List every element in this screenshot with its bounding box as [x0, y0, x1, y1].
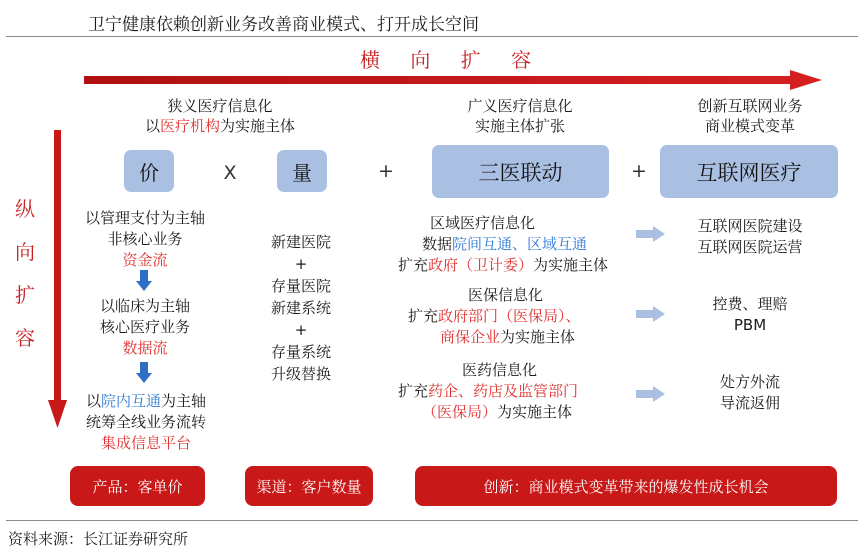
down-arrow-icon [136, 362, 152, 384]
stage3-line2: 统筹全线业务流转 [85, 413, 206, 431]
channel-pill: 渠道：客户数量 [245, 466, 373, 506]
stage2-line2: 核心医疗业务 [99, 318, 190, 336]
narrow-prefix: 以 [144, 117, 160, 135]
narrow-suffix: 为实施主体 [220, 117, 296, 135]
stage1-line1: 以管理支付为主轴 [84, 209, 205, 227]
product-pill: 产品：客单价 [70, 466, 205, 506]
internet-medical-box: 互联网医疗 [660, 145, 838, 198]
commercial-insurer-highlight: 商保企业 [440, 328, 501, 346]
pharma-title: 医药信息化 [462, 361, 538, 379]
right-arrow-icon [636, 226, 666, 242]
price-stage-2 [70, 296, 220, 359]
three-medical-linkage-box: 三医联动 [432, 145, 609, 198]
pharma-l2-prefix: 扩充 [398, 382, 429, 400]
volume-item: 存量系统 [270, 343, 331, 361]
internet-result-1 [680, 216, 820, 258]
vertical-label-char: 向 [15, 240, 35, 264]
integration-platform-tag: 集成信息平台 [100, 434, 191, 452]
narrow-informatization-header [120, 96, 320, 136]
vertical-expansion-label [10, 188, 40, 360]
medical-institution-highlight: 医疗机构 [159, 117, 220, 135]
pharma-line3 [398, 402, 648, 423]
insurance-l3-suffix: 为实施主体 [500, 328, 576, 346]
regional-line3 [398, 255, 648, 276]
volume-plus: + [294, 321, 308, 339]
broad-informatization-header [430, 96, 610, 136]
insurance-block [408, 285, 648, 348]
pharma-l3-suffix: 为实施主体 [497, 403, 573, 421]
horizontal-expansion-label: 横 向 扩 容 [360, 48, 544, 72]
vertical-label-char: 纵 [15, 197, 35, 221]
innovation-header [662, 96, 838, 136]
volume-plus: + [294, 255, 308, 273]
result-line: 处方外流 [719, 373, 780, 391]
price-stage-3 [66, 391, 226, 454]
innovation-pill: 创新：商业模式变革带来的爆发性成长机会 [415, 466, 837, 506]
plus-operator: + [378, 160, 394, 182]
innovation-header-line1: 创新互联网业务 [697, 97, 803, 115]
innovation-header-line2: 商业模式变革 [704, 117, 795, 135]
plus-operator-2: + [631, 160, 647, 182]
insurance-title: 医保信息化 [468, 286, 544, 304]
volume-item: 新建系统 [270, 299, 331, 317]
regional-l3-prefix: 扩充 [398, 256, 429, 274]
capital-flow-tag: 资金流 [122, 251, 168, 269]
result-line: PBM [733, 316, 767, 334]
volume-item: 新建医院 [270, 233, 331, 251]
data-flow-tag: 数据流 [122, 339, 168, 357]
insurance-l2-prefix: 扩充 [408, 307, 439, 325]
broad-header-line2: 实施主体扩张 [474, 117, 565, 135]
internet-result-3 [680, 372, 820, 414]
right-arrow-icon [636, 306, 666, 322]
stage3-line1 [66, 391, 226, 412]
pharma-line2 [398, 381, 648, 402]
regional-l2-prefix: 数据 [422, 235, 453, 253]
insurance-line3 [408, 327, 648, 348]
result-line: 互联网医院运营 [697, 238, 803, 256]
volume-item: 升级替换 [270, 365, 331, 383]
right-arrow-icon [636, 386, 666, 402]
vertical-label-char: 扩 [15, 283, 35, 307]
title-divider [6, 36, 858, 37]
narrow-header-line1: 狭义医疗信息化 [167, 97, 273, 115]
result-line: 控费、理赔 [712, 295, 788, 313]
price-stage-1 [70, 208, 220, 271]
gov-dept-highlight: 政府部门（医保局）、 [438, 307, 581, 325]
times-operator: X [223, 162, 237, 184]
in-hospital-interop-highlight: 院内互通 [100, 392, 161, 410]
pharma-highlight: 药企、药店及监管部门 [428, 382, 579, 400]
vertical-label-char: 容 [15, 326, 35, 350]
stage3-suffix: 为主轴 [161, 392, 207, 410]
regional-title: 区域医疗信息化 [430, 214, 536, 232]
source-note: 资料来源：长江证券研究所 [8, 530, 189, 548]
broad-header-line1: 广义医疗信息化 [467, 97, 573, 115]
volume-box: 量 [277, 150, 327, 192]
government-highlight: 政府（卫计委） [428, 256, 534, 274]
insurance-bureau-highlight: （医保局） [422, 403, 498, 421]
bottom-divider [6, 520, 858, 521]
price-box: 价 [124, 150, 174, 192]
page-title: 卫宁健康依赖创新业务改善商业模式、打开成长空间 [88, 15, 479, 35]
stage2-line1: 以临床为主轴 [99, 297, 190, 315]
stage1-line2: 非核心业务 [107, 230, 183, 248]
vertical-arrow [48, 130, 68, 430]
volume-item: 存量医院 [270, 277, 331, 295]
regional-medical-block [398, 213, 648, 276]
pharma-block [398, 360, 648, 423]
down-arrow-icon [136, 270, 152, 292]
interop-highlight: 院间互通、区域互通 [452, 235, 588, 253]
insurance-line2 [408, 306, 648, 327]
stage3-prefix: 以 [85, 392, 101, 410]
result-line: 导流返佣 [719, 394, 780, 412]
volume-column [246, 231, 356, 385]
horizontal-arrow [84, 70, 824, 90]
internet-result-2 [680, 294, 820, 336]
result-line: 互联网医院建设 [697, 217, 803, 235]
regional-line2 [398, 234, 648, 255]
regional-l3-suffix: 为实施主体 [533, 256, 609, 274]
narrow-header-line2 [120, 116, 320, 136]
